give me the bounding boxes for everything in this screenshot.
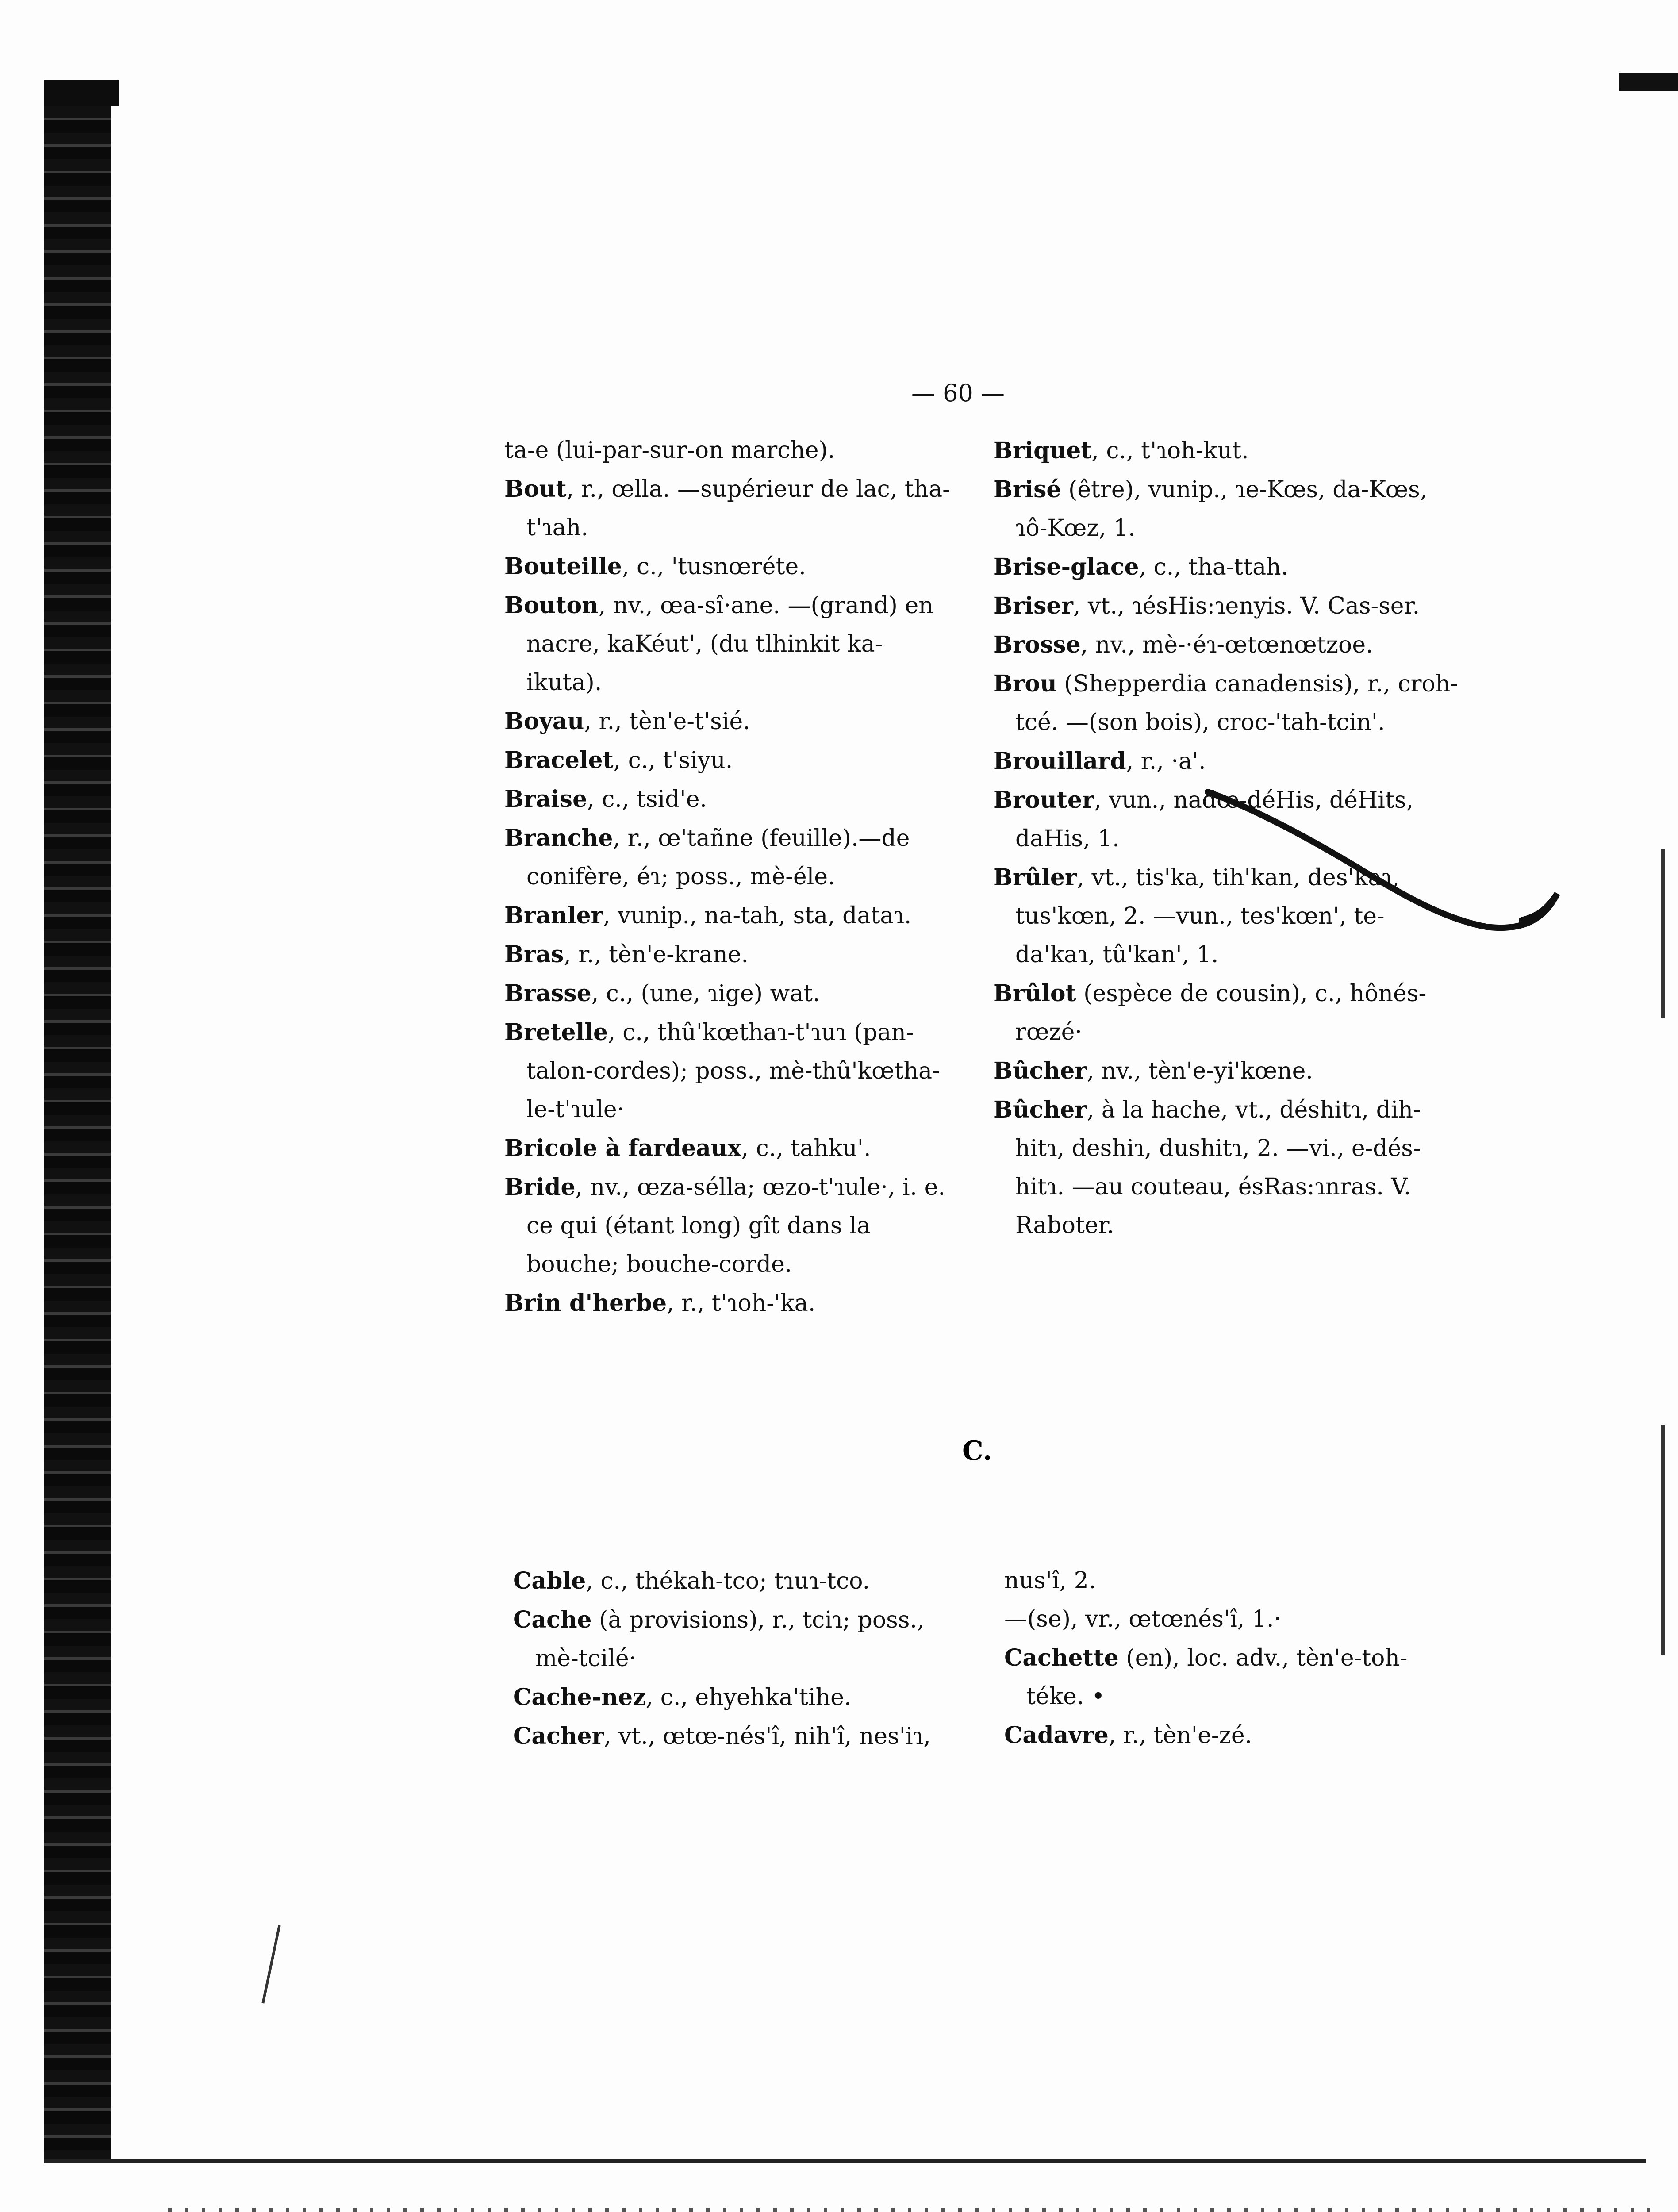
dictionary-entry: Cachette (en), loc. adv., tèn'e-toh-téke. • (1004, 1644, 1408, 1710)
dictionary-entry: Bûcher, nv., tèn'e-yi'kœne. (993, 1057, 1313, 1084)
handwritten-pen-stroke (1203, 761, 1566, 947)
dictionary-entry: Brise-glace, c., tha-ttah. (993, 553, 1289, 580)
column-bottom-right (1004, 1562, 1464, 1755)
headword: Bras (504, 941, 564, 968)
dictionary-entry: Brouter, vun., nadœ-déHis, déHits, daHis, 1. (993, 787, 1414, 852)
scan-right-edge-mark (1661, 849, 1665, 1018)
dictionary-entry: Bras, r., tèn'e-krane. (504, 941, 749, 968)
headword: Bûcher (993, 1096, 1087, 1123)
dictionary-entry: Bouteille, c., 'tusnœréte. (504, 553, 806, 580)
headword: Cacher (513, 1723, 604, 1750)
dictionary-entry: Brosse, nv., mè-·éɿ-œtœnœtzoe. (993, 631, 1373, 658)
headword: Briquet (993, 437, 1092, 464)
headword: Bricole à fardeaux (504, 1135, 741, 1162)
headword: Branler (504, 902, 603, 929)
headword: Brasse (504, 980, 591, 1007)
headword: Brûlot (993, 980, 1076, 1007)
scan-bottom-noise (168, 2208, 1650, 2212)
headword: Brisé (993, 476, 1061, 503)
dictionary-entry: Braise, c., tsid'e. (504, 786, 707, 813)
dictionary-entry: Cacher, vt., œtœ-nés'î, nih'î, nes'iɿ, (513, 1723, 931, 1750)
headword: Cable (513, 1567, 586, 1594)
headword: Cache-nez (513, 1684, 646, 1711)
headword: Brouter (993, 787, 1094, 814)
headword: Brûler (993, 864, 1077, 891)
column-bottom-left (513, 1562, 973, 1756)
headword: Brin d'herbe (504, 1290, 667, 1317)
dictionary-entry: —(se), vr., œtœnés'î, 1.· (1004, 1606, 1282, 1632)
dictionary-entry: Cache-nez, c., ehyehka'tihe. (513, 1684, 852, 1711)
dictionary-entry: Brouillard, r., ·a'. (993, 748, 1206, 775)
headword: Bouton (504, 592, 599, 619)
headword: Bûcher (993, 1057, 1087, 1084)
dictionary-entry: Bouton, nv., œa-sî·ane. —(grand) en nacre, kaKéut', (du tlhinkit ka-ikuta). (504, 592, 933, 696)
dictionary-entry: Brou (Shepperdia canadensis), r., croh-tcé. —(son bois), croc-'tah-tcin'. (993, 670, 1458, 736)
dictionary-entry: Bricole à fardeaux, c., tahku'. (504, 1135, 871, 1162)
headword: Bout (504, 476, 567, 503)
dictionary-entry: ta-e (lui-par-sur-on marche). (504, 437, 835, 464)
dictionary-entry: Brûlot (espèce de cousin), c., hônés-rœzé· (993, 980, 1427, 1045)
dictionary-entry: Branche, r., œ'tañne (feuille).—de conifère, éɿ; poss., mè-éle. (504, 825, 910, 890)
section-letter: C. (962, 1436, 992, 1467)
dictionary-entry: nus'î, 2. (1004, 1567, 1096, 1594)
headword: Cache (513, 1606, 592, 1633)
headword: Cachette (1004, 1644, 1119, 1671)
dictionary-entry: Brasse, c., (une, ɿige) wat. (504, 980, 820, 1007)
dictionary-entry: Bride, nv., œza-sélla; œzo-t'ɿule·, i. e. ce qui (étant long) gît dans la bouche; bouche-corde. (504, 1174, 945, 1278)
dictionary-entry: Brisé (être), vunip., ɿe-Kœs, da-Kœs, ɿô-Kœz, 1. (993, 476, 1428, 541)
dictionary-entry: Brin d'herbe, r., t'ɿoh-'ka. (504, 1290, 816, 1317)
scan-edge-corner (44, 80, 119, 106)
dictionary-entry: Boyau, r., tèn'e-t'sié. (504, 708, 750, 735)
headword: Brise-glace (993, 553, 1139, 580)
dictionary-entry: Briser, vt., ɿésHis:ɿenyis. V. Cas-ser. (993, 592, 1420, 619)
headword: Cadavre (1004, 1722, 1109, 1749)
headword: Bretelle (504, 1019, 608, 1046)
dictionary-entry: Bretelle, c., thû'kœthaɿ-t'ɿuɿ (pan-talon-cordes); poss., mè-thû'kœtha-le-t'ɿule· (504, 1019, 940, 1123)
dictionary-entry: Cable, c., thékah-tco; tɿuɿ-tco. (513, 1567, 870, 1594)
headword: Brosse (993, 631, 1081, 658)
dictionary-entry: Bout, r., œlla. —supérieur de lac, tha-t'ɿah. (504, 476, 950, 541)
column-top-left (504, 431, 951, 1323)
headword: Boyau (504, 708, 584, 735)
headword: Branche (504, 825, 613, 852)
dictionary-entry: Briquet, c., t'ɿoh-kut. (993, 437, 1249, 464)
headword: Bracelet (504, 747, 614, 774)
dictionary-entry: Cache (à provisions), r., tciɿ; poss., mè-tcilé· (513, 1606, 925, 1672)
dictionary-entry: Branler, vunip., na-tah, sta, dataɿ. (504, 902, 912, 929)
dictionary-entry: Brûler, vt., tis'ka, tih'kan, des'kaɿ, tus'kœn, 2. —vun., tes'kœn', te-da'kaɿ, tû'kan', 1. (993, 864, 1400, 968)
headword: Bouteille (504, 553, 622, 580)
scan-binding-edge (44, 80, 111, 2159)
scan-top-right-mark (1619, 73, 1678, 91)
dictionary-entry: Bûcher, à la hache, vt., déshitɿ, dih-hitɿ, deshiɿ, dushitɿ, 2. —vi., e-dés-hitɿ. —au couteau, ésRas:ɿnras. V. Raboter. (993, 1096, 1421, 1239)
headword: Briser (993, 592, 1073, 619)
scan-bottom-edge (44, 2159, 1646, 2163)
dictionary-entry: Bracelet, c., t'siyu. (504, 747, 733, 774)
headword: Brou (993, 670, 1057, 697)
headword: Brouillard (993, 748, 1126, 775)
scan-pen-mark (261, 1925, 280, 2003)
dictionary-entry: Cadavre, r., tèn'e-zé. (1004, 1722, 1252, 1749)
headword: Braise (504, 786, 587, 813)
scan-right-edge-mark (1661, 1425, 1665, 1655)
headword: Bride (504, 1174, 576, 1201)
page-number: — 60 — (911, 379, 1005, 407)
